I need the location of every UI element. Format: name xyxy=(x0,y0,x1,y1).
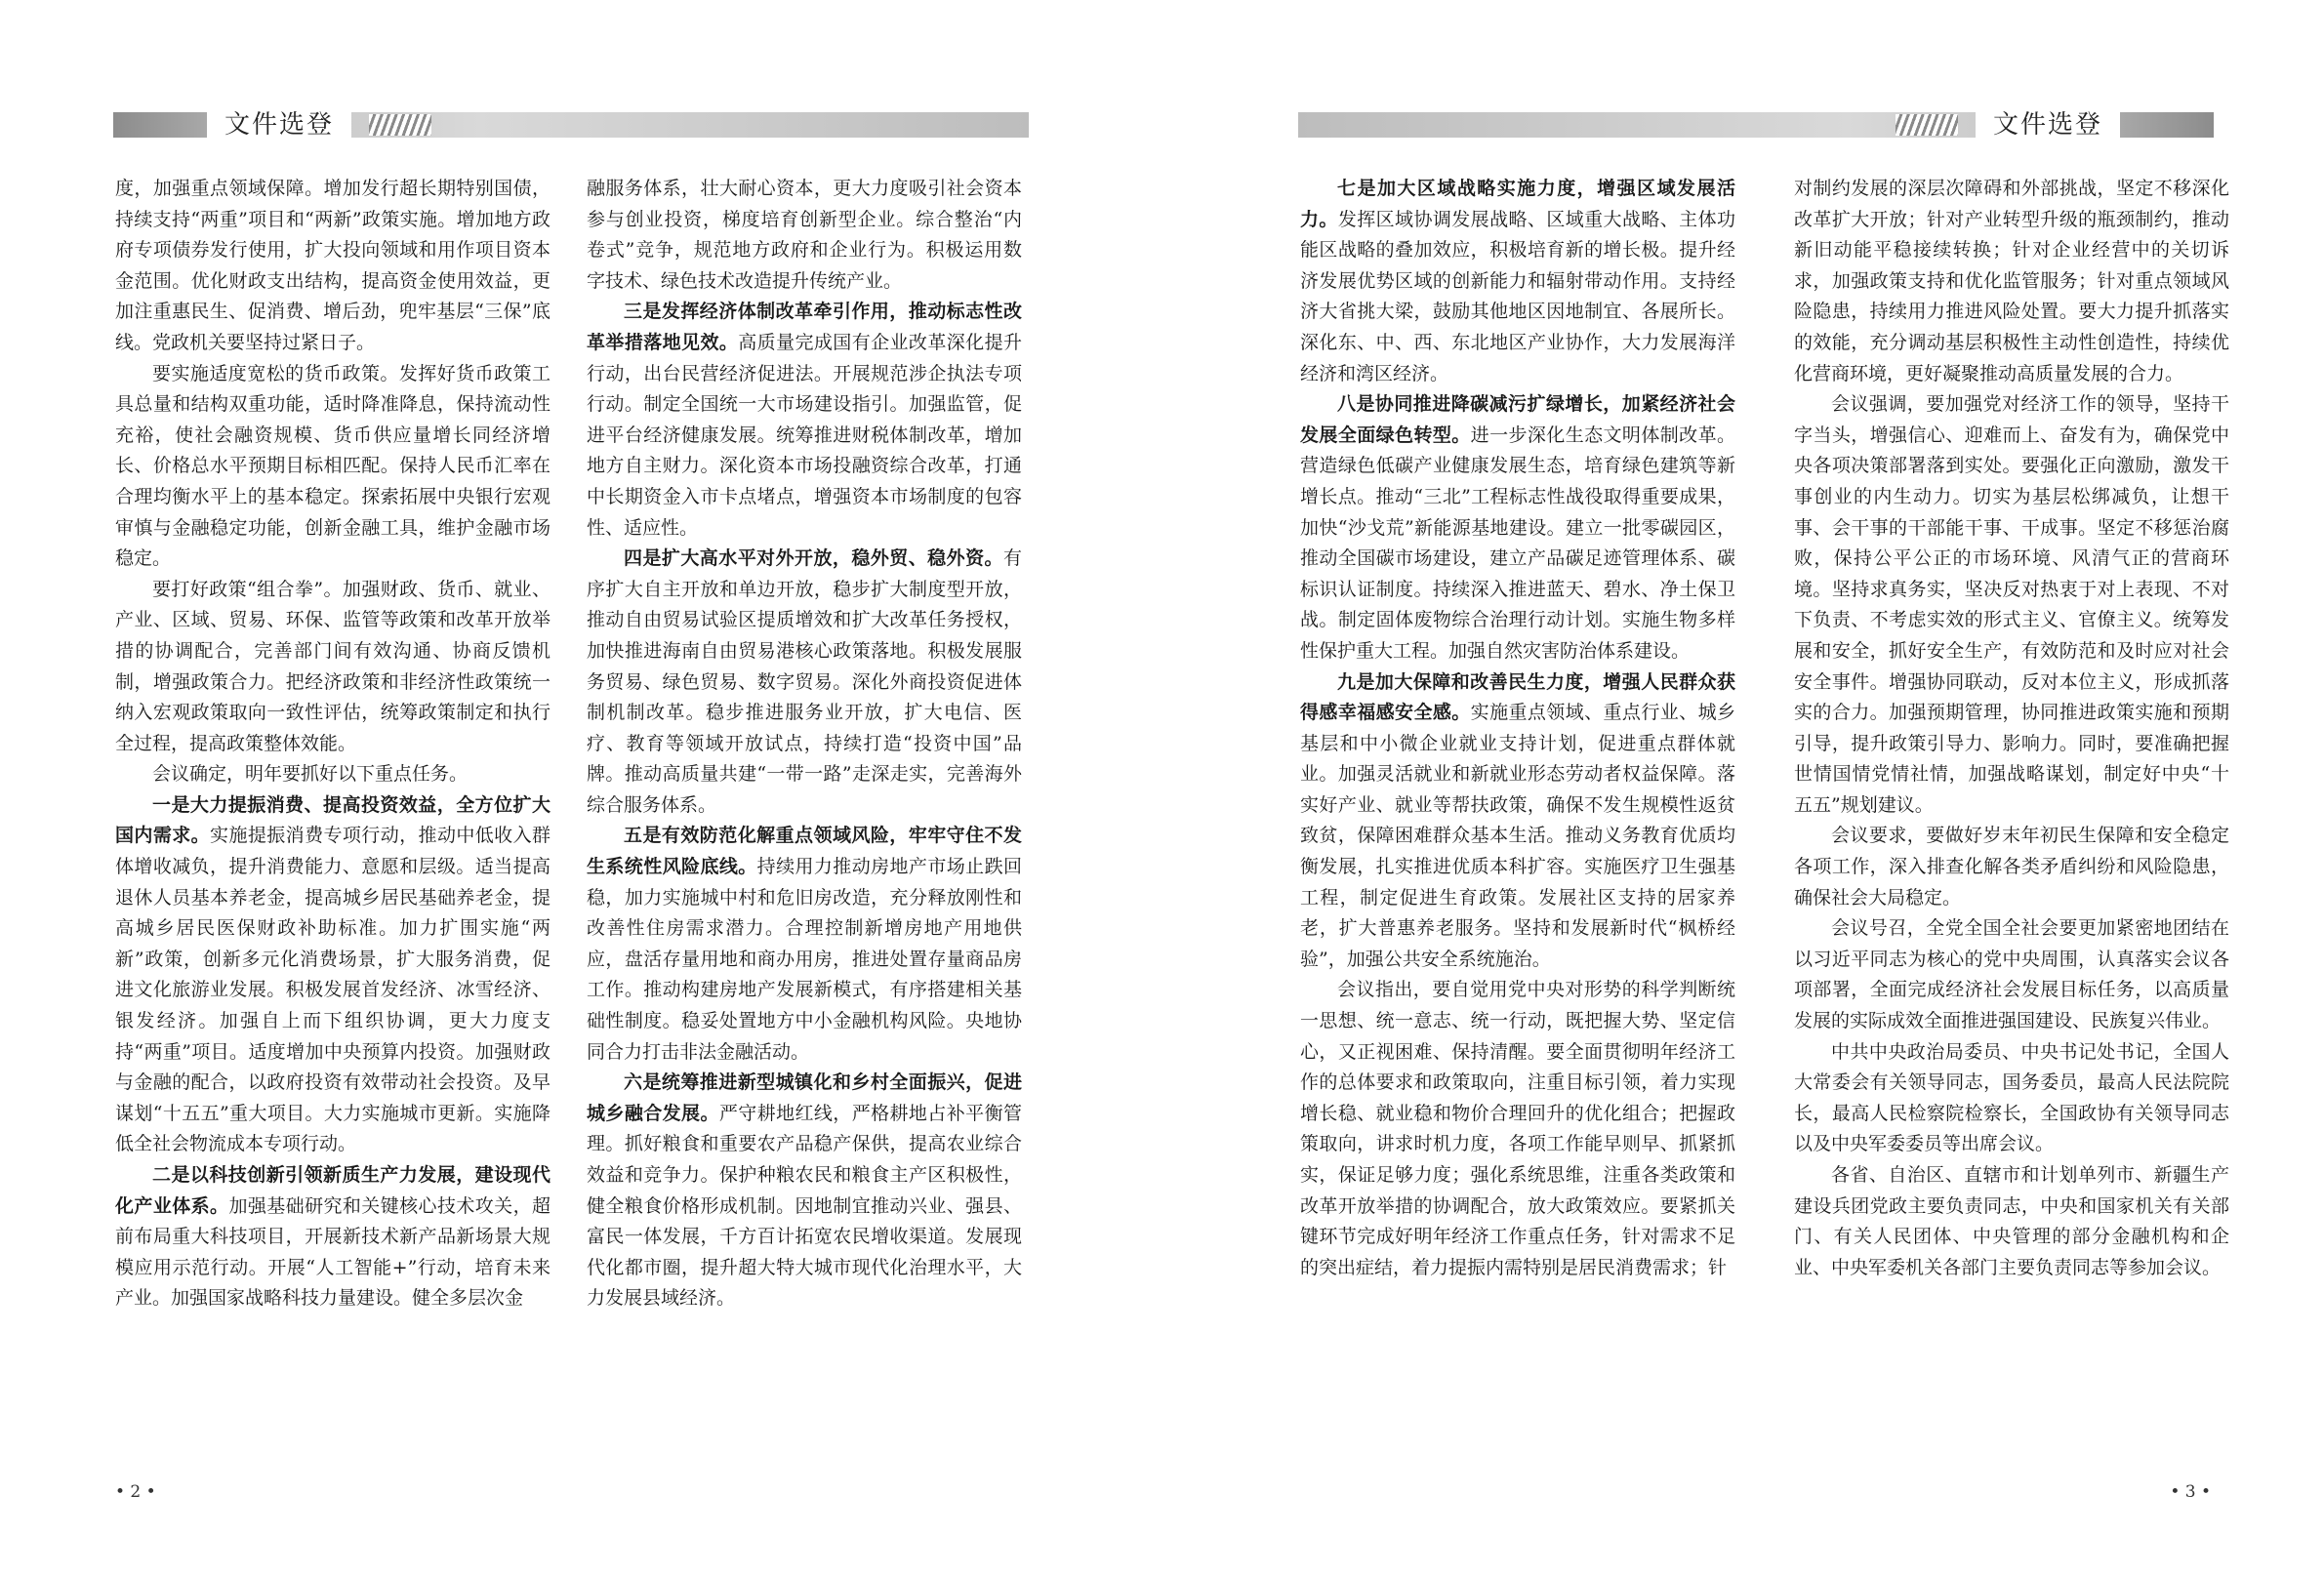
text-column-2 xyxy=(1794,174,2229,1283)
page-header xyxy=(113,112,1029,138)
section-title: 文件选登 xyxy=(207,110,351,140)
paragraph: 会议号召，全党全国全社会要更加紧密地团结在以习近平同志为核心的党中央周围，认真落实会议各项部署，全面完成经济社会发展目标任务，以高质量发展的实际成效全面推进强国建设、民族复兴伟业。 xyxy=(1794,917,2229,1032)
paragraph: 一是大力提振消费、提高投资效益，全方位扩大国内需求。实施提振消费专项行动，推动中低收入群体增收减负，提升消费能力、意愿和层级。适当提高退休人员基本养老金，提高城乡居民基础养老金，提高城乡居民医保财政补助标准。加力扩围实施“两新”政策，创新多元化消费场景，扩大服务消费，促进文化旅游业发展。积极发展首发经济、冰雪经济、银发经济。加强自上而下组织协调，更大力度支持“两重”项目。适度增加中央预算内投资。加强财政与金融的配合，以政府投资有效带动社会投资。及早谋划“十五五”重大项目。大力实施城市更新。实施降低全社会物流成本专项行动。 xyxy=(115,793,550,1155)
paragraph: 九是加大保障和改善民生力度，增强人民群众获得感幸福感安全感。实施重点领域、重点行业、城乡基层和中小微企业就业支持计划，促进重点群体就业。加强灵活就业和新就业形态劳动者权益保障。落实好产业、就业等帮扶政策，确保不发生规模性返贫致贫，保障困难群众基本生活。推动义务教育优质均衡发展，扎实推进优质本科扩容。实施医疗卫生强基工程，制定促进生育政策。发展社区支持的居家养老，扩大普惠养老服务。坚持和发展新时代“枫桥经验”，加强公共安全系统施治。 xyxy=(1300,670,1735,970)
paragraph: 度，加强重点领域保障。增加发行超长期特别国债，持续支持“两重”项目和“两新”政策实施。增加地方政府专项债券发行使用，扩大投向领域和用作项目资本金范围。优化财政支出结构，提高资金使用效益，更加注重惠民生、促消费、增后劲，兜牢基层“三保”底线。党政机关要坚持过紧日子。 xyxy=(115,178,550,353)
paragraph: 要打好政策“组合拳”。加强财政、货币、就业、产业、区域、贸易、环保、监管等政策和改革开放举措的协调配合，完善部门间有效沟通、协商反馈机制，增强政策合力。把经济政策和非经济性政策统一纳入宏观政策取向一致性评估，统筹政策制定和执行全过程，提高政策整体效能。 xyxy=(115,578,550,754)
paragraph: 三是发挥经济体制改革牵引作用，推动标志性改革举措落地见效。高质量完成国有企业改革深化提升行动，出台民营经济促进法。开展规范涉企执法专项行动。制定全国统一大市场建设指引。加强监管，促进平台经济健康发展。统筹推进财税体制改革，增加地方自主财力。深化资本市场投融资综合改革，打通中长期资金入市卡点堵点，增强资本市场制度的包容性、适应性。 xyxy=(587,301,1022,539)
paragraph: 要实施适度宽松的货币政策。发挥好货币政策工具总量和结构双重功能，适时降准降息，保持流动性充裕，使社会融资规模、货币供应量增长同经济增长、价格总水平预期目标相匹配。保持人民币汇率在合理均衡水平上的基本稳定。探索拓展中央银行宏观审慎与金融稳定功能，创新金融工具，维护金融市场稳定。 xyxy=(115,362,550,570)
paragraph: 对制约发展的深层次障碍和外部挑战，坚定不移深化改革扩大开放；针对产业转型升级的瓶颈制约，推动新旧动能平稳接续转换；针对企业经营中的关切诉求，加强政策支持和优化监管服务；针对重点领域风险隐患，持续用力推进风险处置。要大力提升抓落实的效能，充分调动基层积极性主动性创造性，持续优化营商环境，更好凝聚推动高质量发展的合力。 xyxy=(1794,178,2229,384)
paragraph: 中共中央政治局委员、中央书记处书记，全国人大常委会有关领导同志，国务委员，最高人民法院院长，最高人民检察院检察长，全国政协有关领导同志以及中央军委委员等出席会议。 xyxy=(1794,1040,2229,1155)
paragraph: 会议确定，明年要抓好以下重点任务。 xyxy=(152,763,469,786)
page-number: • 2 • xyxy=(115,1482,156,1502)
paragraph: 各省、自治区、直辖市和计划单列市、新疆生产建设兵团党政主要负责同志，中央和国家机关有关部门、有关人民团体、中央管理的部分金融机构和企业、中央军委机关各部门主要负责同志等参加会议。 xyxy=(1794,1164,2229,1278)
paragraph: 八是协同推进降碳减污扩绿增长，加紧经济社会发展全面绿色转型。进一步深化生态文明体制改革。营造绿色低碳产业健康发展生态，培育绿色建筑等新增长点。推动“三北”工程标志性战役取得重要成果，加快“沙戈荒”新能源基地建设。建立一批零碳园区，推动全国碳市场建设，建立产品碳足迹管理体系、碳标识认证制度。持续深入推进蓝天、碧水、净土保卫战。制定固体废物综合治理行动计划。实施生物多样性保护重大工程。加强自然灾害防治体系建设。 xyxy=(1300,393,1735,662)
paragraph: 六是统筹推进新型城镇化和乡村全面振兴，促进城乡融合发展。严守耕地红线，严格耕地占补平衡管理。抓好粮食和重要农产品稳产保供，提高农业综合效益和竞争力。保护种粮农民和粮食主产区积极性，健全粮食价格形成机制。因地制宜推动兴业、强县、富民一体发展，千方百计拓宽农民增收渠道。发展现代化都市圈，提升超大特大城市现代化治理水平，大力发展县域经济。 xyxy=(587,1071,1022,1310)
page-header xyxy=(1298,112,2214,138)
right-page xyxy=(1162,0,2324,1576)
section-title: 文件选登 xyxy=(1976,110,2120,140)
header-stripes-decoration xyxy=(1896,114,1958,136)
paragraph: 五是有效防范化解重点领域风险，牢牢守住不发生系统性风险底线。持续用力推动房地产市场止跌回稳，加力实施城中村和危旧房改造，充分释放刚性和改善性住房需求潜力。合理控制新增房地产用地供应，盘活存量用地和商办用房，推进处置存量商品房工作。推动构建房地产发展新模式，有序搭建相关基础性制度。稳妥处置地方中小金融机构风险。央地协同合力打击非法金融活动。 xyxy=(587,825,1022,1063)
paragraph: 会议指出，要自觉用党中央对形势的科学判断统一思想、统一意志、统一行动，既把握大势、坚定信心，又正视困难、保持清醒。要全面贯彻明年经济工作的总体要求和政策取向，注重目标引领，着力实现增长稳、就业稳和物价合理回升的优化组合；把握政策取向，讲求时机力度，各项工作能早则早、抓紧抓实，保证足够力度；强化系统思维，注重各类政策和改革开放举措的协调配合，放大政策效应。要紧抓关键环节完成好明年经济工作重点任务，针对需求不足的突出症结，着力提振内需特别是居民消费需求；针 xyxy=(1300,979,1735,1278)
paragraph: 会议要求，要做好岁末年初民生保障和安全稳定各项工作，深入排查化解各类矛盾纠纷和风险隐患，确保社会大局稳定。 xyxy=(1794,825,2229,909)
header-stripes-decoration xyxy=(369,114,431,136)
text-column-1 xyxy=(115,174,550,1314)
paragraph: 七是加大区域战略实施力度，增强区域发展活力。发挥区域协调发展战略、区域重大战略、主体功能区战略的叠加效应，积极培育新的增长极。提升经济发展优势区域的创新能力和辐射带动作用。支持经济大省挑大梁，鼓励其他地区因地制宜、各展所长。深化东、中、西、东北地区产业协作，大力发展海洋经济和湾区经济。 xyxy=(1300,178,1735,384)
page-number: • 3 • xyxy=(2170,1482,2211,1502)
paragraph: 四是扩大高水平对外开放，稳外贸、稳外资。有序扩大自主开放和单边开放，稳步扩大制度型开放，推动自由贸易试验区提质增效和扩大改革任务授权，加快推进海南自由贸易港核心政策落地。积极发展服务贸易、绿色贸易、数字贸易。深化外商投资促进体制机制改革。稳步推进服务业开放，扩大电信、医疗、教育等领域开放试点，持续打造“投资中国”品牌。推动高质量共建“一带一路”走深走实，完善海外综合服务体系。 xyxy=(587,547,1022,816)
paragraph: 融服务体系，壮大耐心资本，更大力度吸引社会资本参与创业投资，梯度培育创新型企业。综合整治“内卷式”竞争，规范地方政府和企业行为。积极运用数字技术、绿色技术改造提升传统产业。 xyxy=(587,178,1022,292)
paragraph: 会议强调，要加强党对经济工作的领导，坚持干字当头，增强信心、迎难而上、奋发有为，确保党中央各项决策部署落到实处。要强化正向激励，激发干事创业的内生动力。切实为基层松绑减负，让想干事、会干事的干部能干事、干成事。坚定不移惩治腐败，保持公平公正的市场环境、风清气正的营商环境。坚持求真务实，坚决反对热衷于对上表现、不对下负责、不考虑实效的形式主义、官僚主义。统筹发展和安全，抓好安全生产，有效防范和及时应对社会安全事件。增强协同联动，反对本位主义，形成抓落实的合力。加强预期管理，协同推进政策实施和预期引导，提升政策引导力、影响力。同时，要准确把握世情国情党情社情，加强战略谋划，制定好中央“十五五”规划建议。 xyxy=(1794,393,2229,816)
paragraph: 二是以科技创新引领新质生产力发展，建设现代化产业体系。加强基础研究和关键核心技术攻关，超前布局重大科技项目，开展新技术新产品新场景大规模应用示范行动。开展“人工智能+”行动，培育未来产业。加强国家战略科技力量建设。健全多层次金 xyxy=(115,1164,550,1310)
text-column-1 xyxy=(1300,174,1735,1283)
text-column-2 xyxy=(587,174,1022,1314)
